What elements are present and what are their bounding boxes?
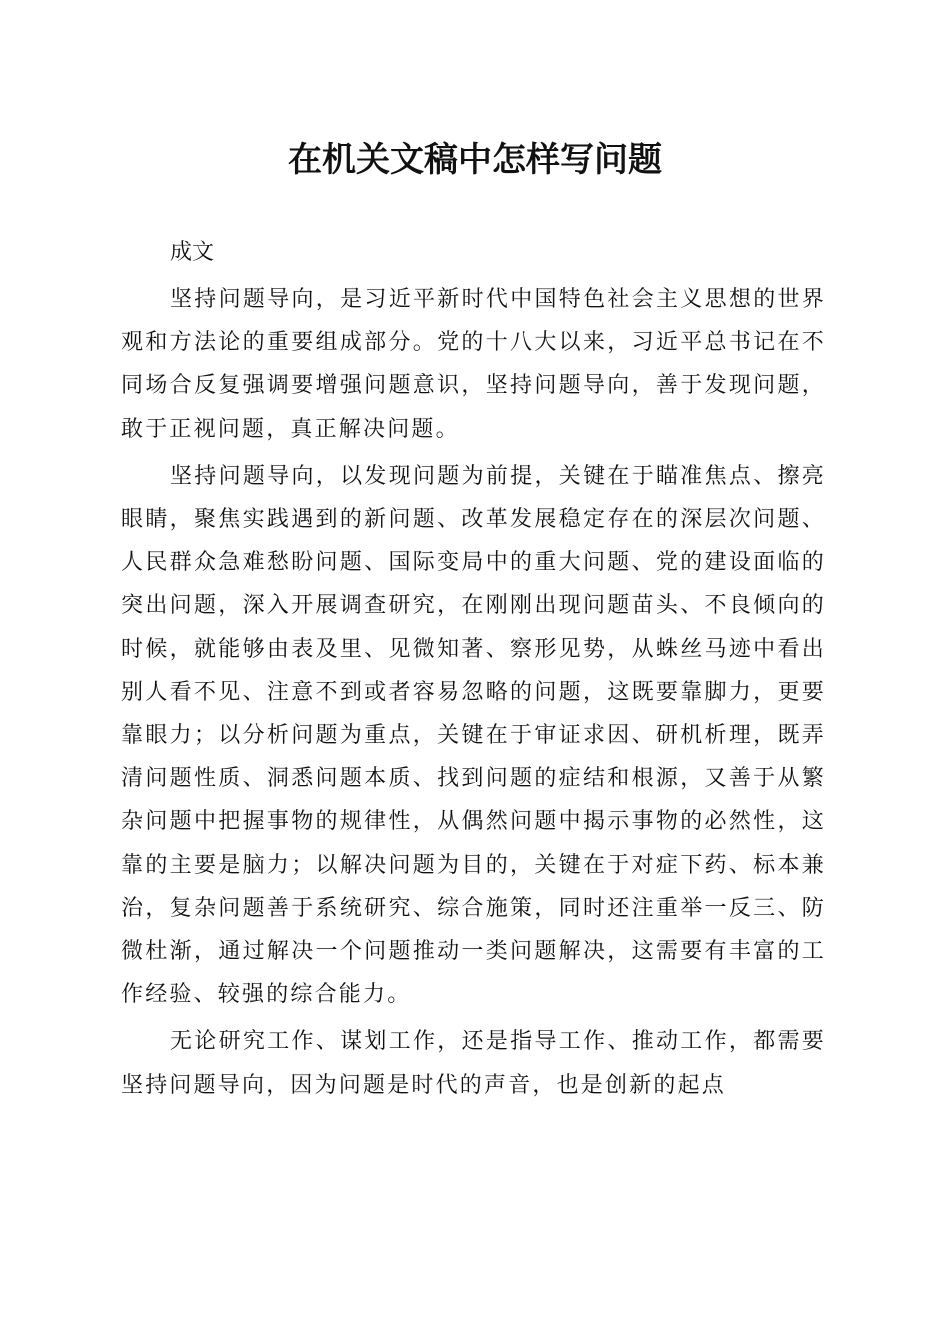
document-title: 在机关文稿中怎样写问题	[288, 140, 662, 180]
document-body	[121, 278, 826, 1111]
paragraph-1: 坚持问题导向，是习近平新时代中国特色社会主义思想的世界观和方法论的重要组成部分。党的十八大以来，习近平总书记在不同场合反复强调要增强问题意识，坚持问题导向，善于发现问题，敢于正视问题，真正解决问题。	[121, 287, 826, 442]
paragraph-2: 坚持问题导向，以发现问题为前提，关键在于瞄准焦点、擦亮眼睛，聚焦实践遇到的新问题、改革发展稳定存在的深层次问题、人民群众急难愁盼问题、国际变局中的重大问题、党的建设面临的突出问题，深入开展调查研究，在刚刚出现问题苗头、不良倾向的时候，就能够由表及里、见微知著、察形见势，从蛛丝马迹中看出别人看不见、注意不到或者容易忽略的问题，这既要靠脚力，更要靠眼力；以分析问题为重点，关键在于审证求因、研机析理，既弄清问题性质、洞悉问题本质、找到问题的症结和根源，又善于从繁杂问题中把握事物的规律性，从偶然问题中揭示事物的必然性，这靠的主要是脑力；以解决问题为目的，关键在于对症下药、标本兼治，复杂问题善于系统研究、综合施策，同时还注重举一反三、防微杜渐，通过解决一个问题推动一类问题解决，这需要有丰富的工作经验、较强的综合能力。	[121, 463, 826, 1008]
author-name: 成文	[170, 240, 215, 265]
paragraph-3: 无论研究工作、谋划工作，还是指导工作、推动工作，都需要坚持问题导向，因为问题是时代的声音，也是创新的起点	[121, 1029, 826, 1098]
